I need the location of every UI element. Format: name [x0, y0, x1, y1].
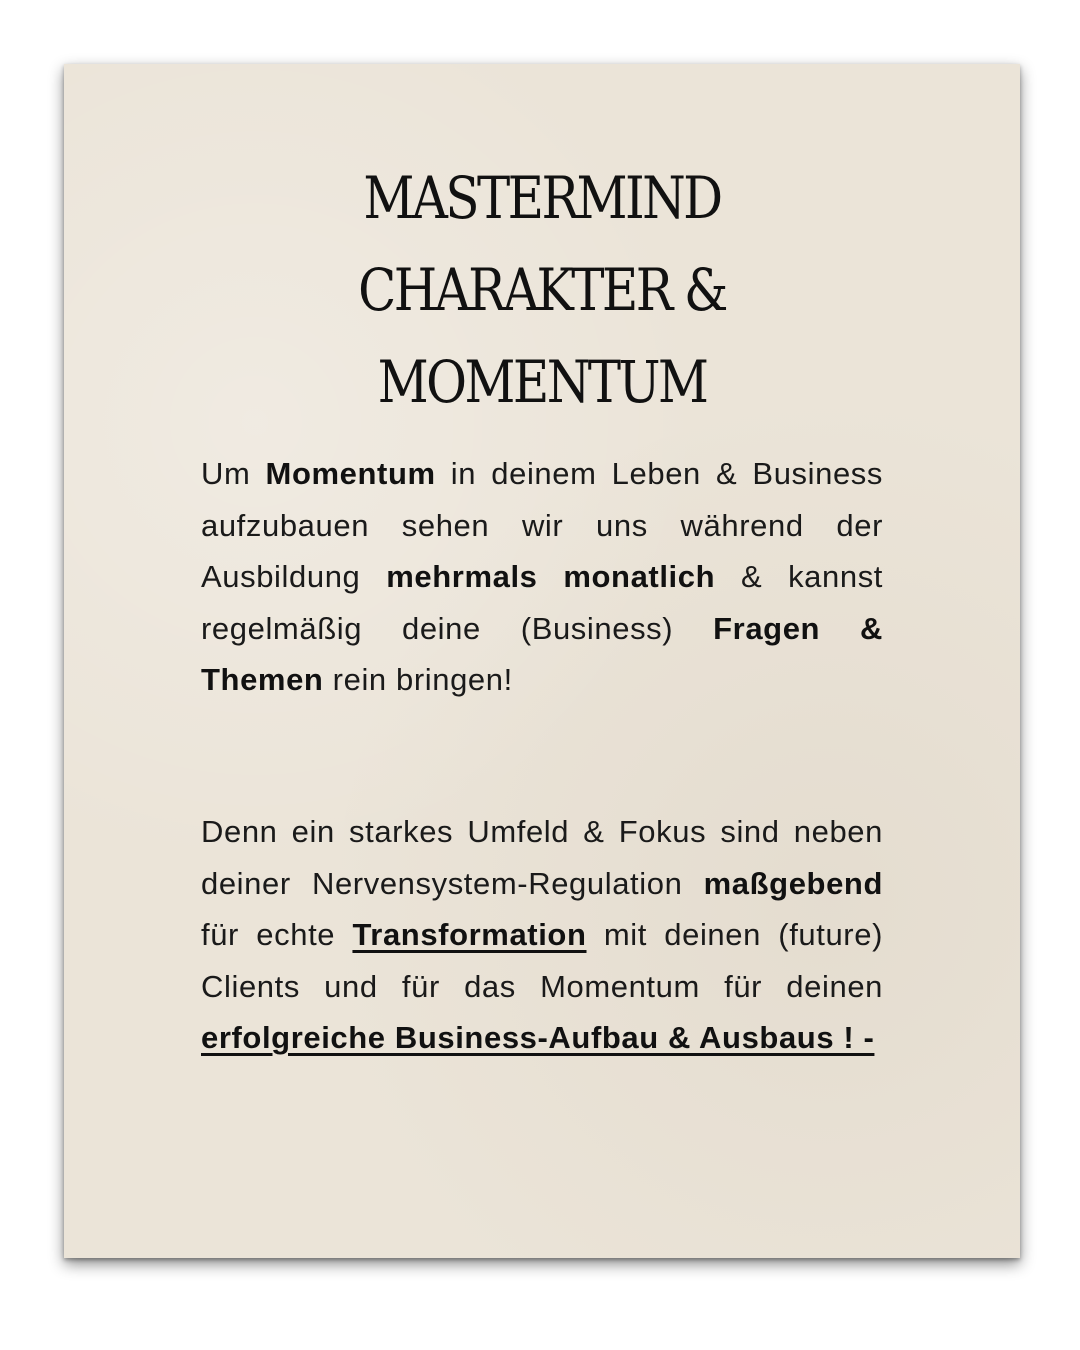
- info-card: [64, 64, 1020, 1258]
- detail-paragraph: [201, 806, 883, 1064]
- title-line-2: CHARAKTER &: [358, 256, 726, 324]
- intro-paragraph: [201, 448, 883, 706]
- intro-bold-momentum: Momentum: [265, 456, 436, 491]
- page-title: [131, 152, 953, 428]
- intro-text-1: Um: [201, 456, 266, 491]
- intro-text-3: & kannst regelmäßig deine (Business): [201, 559, 884, 646]
- intro-text-2: in deinem Leben & Business aufzubauen sehen wir uns während der Ausbildung: [201, 456, 883, 594]
- detail-text-1: Denn ein starkes Umfeld & Fokus sind neben deiner Nervensystem-Regulation: [201, 814, 883, 901]
- detail-bold-decisive: maßgebend: [703, 865, 883, 901]
- intro-text-4: rein bringen!: [323, 662, 513, 697]
- detail-underline-transformation: Transformation: [352, 917, 587, 952]
- title-line-1: MASTERMIND: [363, 164, 721, 232]
- detail-text-3: mit deinen (future) Clients und für das Momentum für deinen: [201, 917, 883, 1004]
- intro-bold-frequency: mehrmals monatlich: [386, 559, 716, 594]
- detail-underline-business: erfolgreiche Business-Aufbau & Ausbaus ! -: [201, 1020, 875, 1055]
- title-line-3: MOMENTUM: [377, 348, 707, 416]
- intro-bold-topics: Fragen & Themen: [201, 610, 884, 697]
- detail-text-2: für echte: [201, 917, 353, 952]
